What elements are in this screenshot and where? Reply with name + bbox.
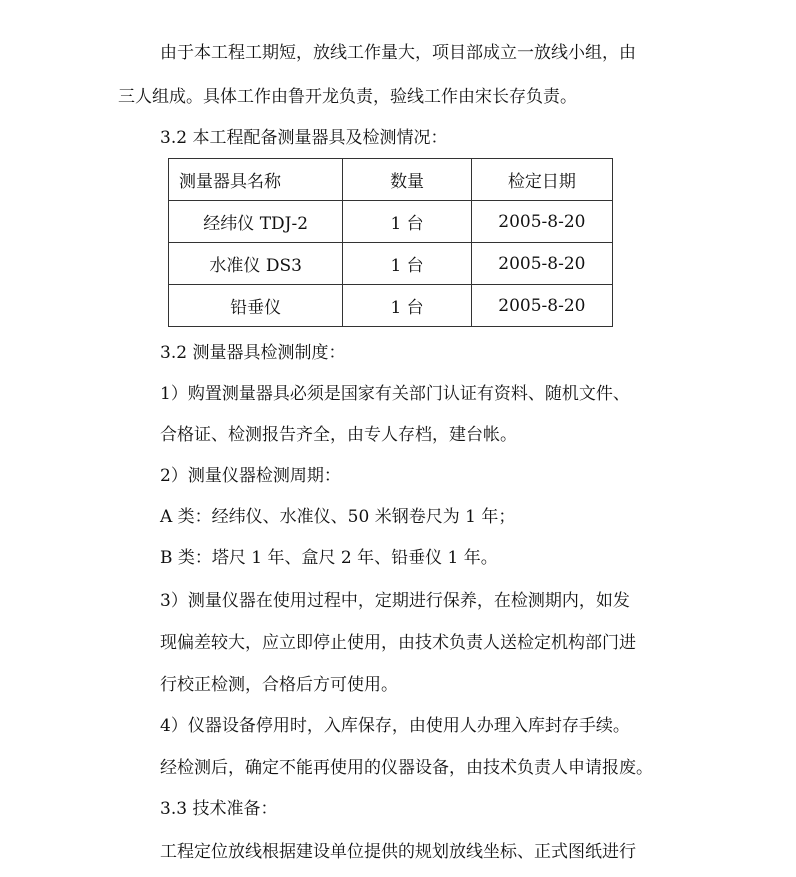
paragraph-line: 1）购置测量器具必须是国家有关部门认证有资料、随机文件、 — [160, 384, 630, 404]
paragraph-line: 3）测量仪器在使用过程中，定期进行保养，在检测期内，如发 — [160, 591, 630, 611]
paragraph-line: 4）仪器设备停用时，入库保存，由使用人办理入库封存手续。 — [160, 716, 630, 736]
table-header-cell: 测量器具名称 — [169, 159, 343, 201]
table-header-cell: 数量 — [343, 159, 471, 201]
paragraph-line: 行校正检测，合格后方可使用。 — [160, 675, 398, 695]
paragraph-line: 2）测量仪器检测周期： — [160, 466, 341, 486]
table-cell: 经纬仪 TDJ-2 — [169, 201, 343, 243]
table-cell: 1 台 — [343, 201, 471, 243]
table-cell: 2005-8-20 — [471, 285, 612, 327]
section-heading: 3.2 测量器具检测制度： — [160, 343, 346, 363]
paragraph-line: 三人组成。具体工作由鲁开龙负责，验线工作由宋长存负责。 — [118, 87, 577, 107]
paragraph-line: B 类：塔尺 1 年、盒尺 2 年、铅垂仪 1 年。 — [160, 548, 498, 568]
table-cell: 2005-8-20 — [471, 243, 612, 285]
table-header-cell: 检定日期 — [471, 159, 612, 201]
paragraph-line: 合格证、检测报告齐全，由专人存档，建台帐。 — [160, 425, 517, 445]
table-cell: 1 台 — [343, 285, 471, 327]
paragraph-line: 经检测后，确定不能再使用的仪器设备，由技术负责人申请报废。 — [160, 758, 653, 778]
section-heading: 3.3 技术准备： — [160, 799, 278, 819]
table-row — [169, 243, 613, 285]
table-row — [169, 201, 613, 243]
paragraph-line: A 类：经纬仪、水准仪、50 米钢卷尺为 1 年； — [160, 507, 516, 527]
table-cell: 水准仪 DS3 — [169, 243, 343, 285]
paragraph-line: 工程定位放线根据建设单位提供的规划放线坐标、正式图纸进行 — [160, 842, 636, 862]
section-heading: 3.2 本工程配备测量器具及检测情况： — [160, 128, 448, 148]
table-cell: 2005-8-20 — [471, 201, 612, 243]
table-cell: 铅垂仪 — [169, 285, 343, 327]
paragraph-line: 现偏差较大，应立即停止使用，由技术负责人送检定机构部门进 — [160, 633, 636, 653]
instrument-table — [168, 158, 613, 327]
table-row — [169, 285, 613, 327]
table-cell: 1 台 — [343, 243, 471, 285]
table-header-row — [169, 159, 613, 201]
paragraph-line: 由于本工程工期短，放线工作量大，项目部成立一放线小组，由 — [160, 43, 636, 63]
